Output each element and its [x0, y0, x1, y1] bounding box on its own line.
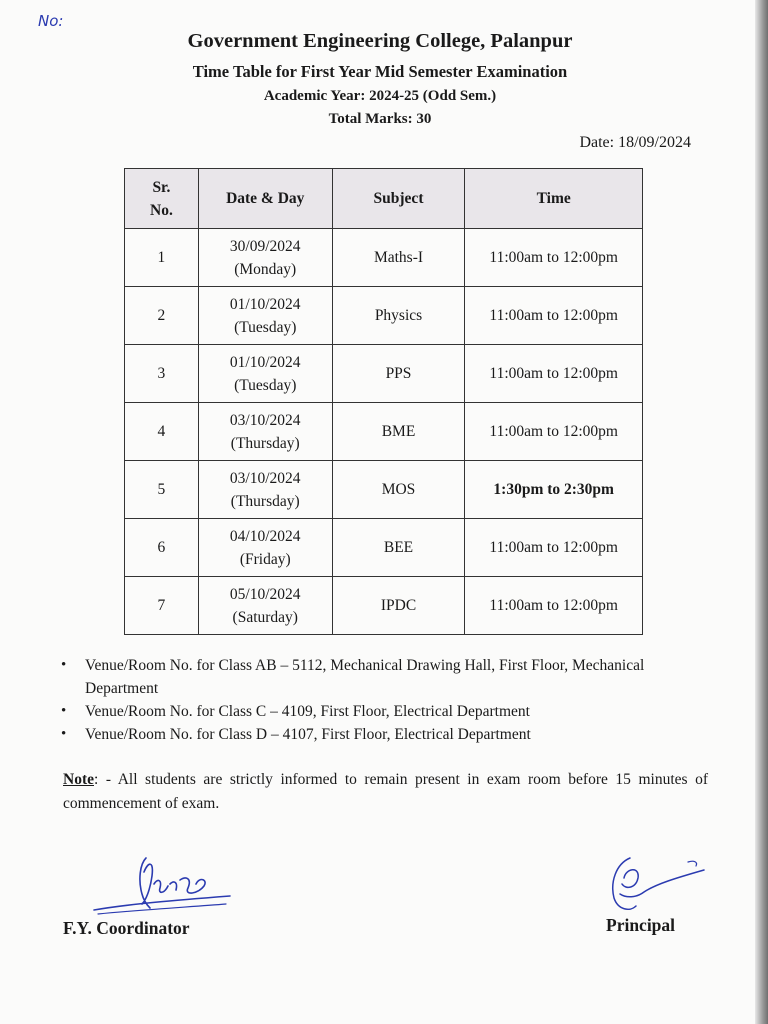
- table-row: [125, 577, 643, 635]
- note-label: Note: [63, 771, 94, 788]
- table-row: [125, 461, 643, 519]
- scanner-edge-shadow: [755, 0, 768, 1024]
- college-name: Government Engineering College, Palanpur: [187, 30, 573, 52]
- cell-sr: 6: [125, 519, 199, 577]
- cell-sr: 5: [125, 461, 199, 519]
- exam-timetable: [124, 168, 643, 635]
- header-sr-line1: Sr.: [152, 178, 171, 196]
- cell-subject: Physics: [332, 287, 465, 345]
- cell-time: 11:00am to 12:00pm: [465, 345, 643, 403]
- cell-subject: BEE: [332, 519, 465, 577]
- document-title: Time Table for First Year Mid Semester Examination: [192, 62, 568, 81]
- cell-date-day: [198, 403, 332, 461]
- cell-time: 11:00am to 12:00pm: [465, 229, 643, 287]
- cell-date: 03/10/2024: [229, 411, 301, 429]
- coordinator-signature-icon: [88, 850, 238, 920]
- list-item: • Venue/Room No. for Class AB – 5112, Mechanical Drawing Hall, First Floor, Mechanical Department: [60, 654, 700, 700]
- cell-time: 11:00am to 12:00pm: [465, 287, 643, 345]
- cell-date: 04/10/2024: [229, 527, 301, 545]
- cell-subject: PPS: [332, 345, 465, 403]
- cell-date-day: [198, 229, 332, 287]
- table-row: [125, 403, 643, 461]
- handwritten-number-note: No:: [38, 12, 64, 30]
- coordinator-label: F.Y. Coordinator: [63, 918, 190, 938]
- header-subject: Subject: [332, 169, 465, 229]
- header-date-day: Date & Day: [198, 169, 332, 229]
- cell-date: 30/09/2024: [229, 237, 301, 255]
- venue-list: [60, 654, 700, 746]
- header-sr-no: [125, 169, 199, 229]
- cell-day: (Tuesday): [234, 318, 297, 336]
- cell-day: (Monday): [234, 260, 297, 278]
- cell-date: 03/10/2024: [229, 469, 301, 487]
- cell-date-day: [198, 287, 332, 345]
- cell-subject: IPDC: [332, 577, 465, 635]
- table-row: [125, 345, 643, 403]
- cell-subject: BME: [332, 403, 465, 461]
- cell-sr: 1: [125, 229, 199, 287]
- principal-label: Principal: [606, 915, 676, 935]
- total-marks: Total Marks: 30: [328, 111, 432, 127]
- list-item: • Venue/Room No. for Class D – 4107, First Floor, Electrical Department: [60, 723, 700, 746]
- cell-subject: MOS: [332, 461, 465, 519]
- cell-time: 11:00am to 12:00pm: [465, 519, 643, 577]
- cell-date: 05/10/2024: [229, 585, 301, 603]
- cell-day: (Thursday): [230, 492, 300, 510]
- issue-date: Date: 18/09/2024: [579, 134, 691, 151]
- cell-day: (Thursday): [230, 434, 300, 452]
- cell-sr: 7: [125, 577, 199, 635]
- list-item: • Venue/Room No. for Class C – 4109, First Floor, Electrical Department: [60, 700, 700, 723]
- table-header-row: [125, 169, 643, 229]
- cell-day: (Saturday): [232, 608, 298, 626]
- cell-time: 1:30pm to 2:30pm: [465, 461, 643, 519]
- header-time: Time: [465, 169, 643, 229]
- exam-note: [63, 768, 708, 816]
- cell-day: (Tuesday): [234, 376, 297, 394]
- cell-sr: 3: [125, 345, 199, 403]
- academic-year: Academic Year: 2024-25 (Odd Sem.): [263, 88, 497, 104]
- cell-date-day: [198, 345, 332, 403]
- principal-signature-icon: [596, 848, 716, 918]
- header-sr-line2: No.: [150, 201, 173, 219]
- cell-date-day: [198, 519, 332, 577]
- cell-time: 11:00am to 12:00pm: [465, 403, 643, 461]
- cell-day: (Friday): [239, 550, 291, 568]
- cell-date: 01/10/2024: [229, 353, 301, 371]
- cell-subject: Maths-I: [332, 229, 465, 287]
- table-row: [125, 519, 643, 577]
- cell-sr: 4: [125, 403, 199, 461]
- table-row: [125, 229, 643, 287]
- cell-time: 11:00am to 12:00pm: [465, 577, 643, 635]
- cell-sr: 2: [125, 287, 199, 345]
- table-row: [125, 287, 643, 345]
- cell-date-day: [198, 577, 332, 635]
- cell-date: 01/10/2024: [229, 295, 301, 313]
- cell-date-day: [198, 461, 332, 519]
- note-text: : - All students are strictly informed to remain present in exam room before 15 minutes of commencement of exam.: [63, 771, 708, 812]
